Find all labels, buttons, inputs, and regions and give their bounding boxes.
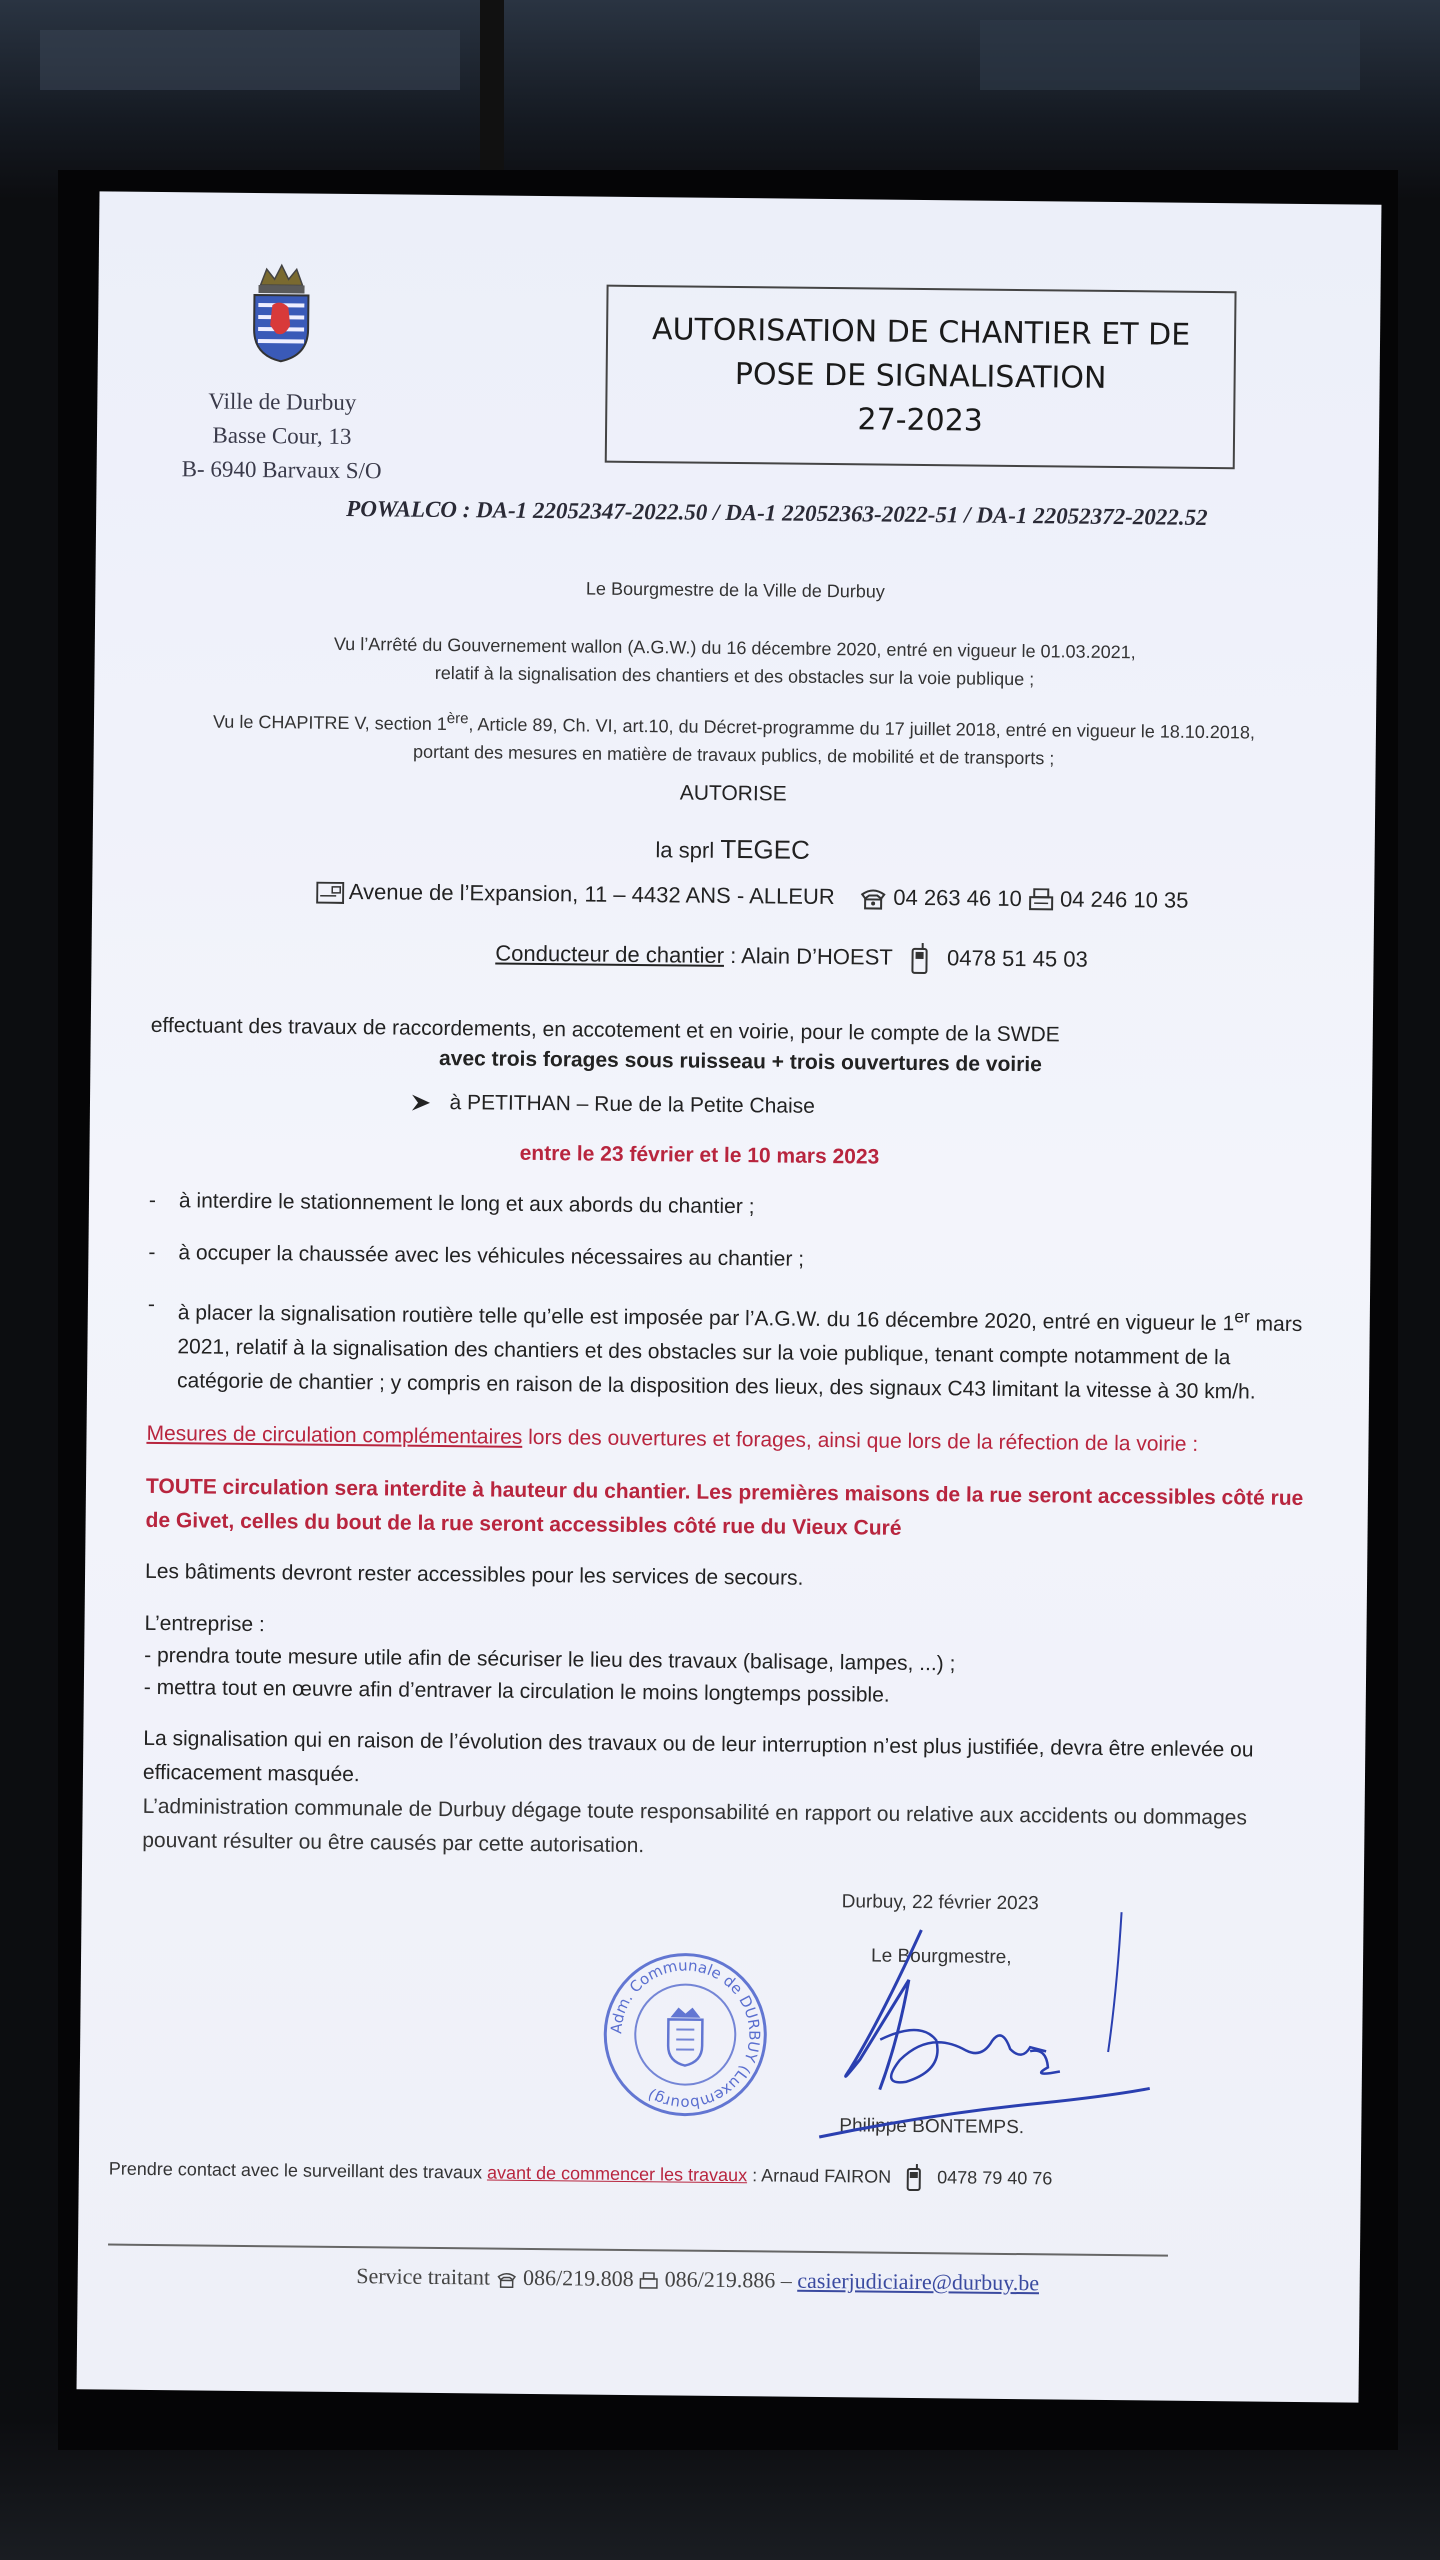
liability-disclaimer: L’administration communale de Durbuy dégage toute responsabilité en rapport ou relative aux accidents ou dommages pouvant résulter ou être causés par cette autorisation.	[142, 1794, 1248, 1858]
fax-icon	[1028, 888, 1054, 912]
title-number: 27-2023	[857, 402, 984, 439]
list-item-text	[177, 1288, 1308, 1410]
notice-document	[77, 191, 1382, 2402]
bourgmestre-line: Le Bourgmestre de la Ville de Durbuy	[585, 578, 885, 602]
company-obligations	[144, 1608, 1315, 1716]
service-fax: 086/219.886 –	[664, 2266, 792, 2293]
measures-label: Mesures de circulation complémentaires	[146, 1421, 523, 1449]
company-fax: 04 246 10 35	[1059, 886, 1189, 913]
telephone-icon	[859, 887, 887, 911]
list-text-part: à placer la signalisation routière telle qu’elle est imposée par l’A.G.W. du 16 décembre 2020, entré en vigueur le 1	[177, 1301, 1235, 1336]
legal-line: portant des mesures en matière de travaux publics, de mobilité et de transports ;	[412, 741, 1055, 769]
footer-divider	[108, 2244, 1168, 2257]
traffic-restriction: TOUTE circulation sera interdite à hauteur du chantier. Les premières maisons de la rue seront accessibles côté rue de Givet, celles du bout de la rue seront accessibles côté rue du Vieux Curé	[145, 1474, 1304, 1540]
arrow-bullet-icon	[410, 1093, 432, 1113]
works-location	[410, 1091, 1210, 1123]
list-item-text: à interdire le stationnement le long et aux abords du chantier ;	[178, 1189, 755, 1219]
company-name: TEGEC	[720, 833, 811, 865]
signage-removal: La signalisation qui en raison de l’évolution des travaux ou de leur interruption n’est plus justifiée, devra être enlevée ou efficacement masquée.	[142, 1726, 1254, 1787]
powalco-reference: POWALCO : DA-1 22052347-2022.50 / DA-1 22052363-2022-51 / DA-1 22052372-2022.52	[346, 495, 1208, 530]
signatory-role: Le Bourgmestre,	[870, 1945, 1012, 1968]
legal-superscript: ère	[446, 710, 469, 728]
works-detail: avec trois forages sous ruisseau + trois ouvertures de voirie	[438, 1046, 1042, 1077]
legal-line: relatif à la signalisation des chantiers et des obstacles sur la voie publique ;	[434, 662, 1035, 690]
background-window	[40, 30, 460, 90]
mobile-phone-icon	[906, 2164, 922, 2192]
service-label: Service traitant	[356, 2263, 491, 2290]
works-dates: entre le 23 février et le 10 mars 2023	[519, 1141, 880, 1169]
company-phone: 04 263 46 10	[893, 884, 1022, 912]
emergency-access: Les bâtiments devront rester accessibles pour les services de secours.	[144, 1559, 804, 1590]
conductor-name: : Alain D’HOEST	[730, 942, 893, 970]
list-superscript: er	[1234, 1306, 1250, 1327]
company-contact-line	[232, 873, 1272, 920]
durbuy-crest-icon	[250, 263, 313, 364]
contact-mobile: 0478 79 40 76	[937, 2167, 1053, 2189]
address-card-icon	[316, 882, 344, 904]
site-conductor-line	[391, 934, 1191, 978]
conductor-label: Conducteur de chantier	[495, 940, 725, 968]
legal-line: Vu l’Arrêté du Gouvernement wallon (A.G.W.) du 16 décembre 2020, entré en vigueur le 01.03.2021,	[333, 633, 1136, 663]
signature-date: Durbuy, 22 février 2023	[841, 1891, 1039, 1915]
city-address-line: B- 6940 Barvaux S/O	[181, 456, 382, 484]
title-line: AUTORISATION DE CHANTIER ET DE	[651, 312, 1191, 353]
telephone-icon	[495, 2271, 517, 2289]
contact-highlight: avant de commencer les travaux	[486, 2162, 748, 2186]
city-name: Ville de Durbuy	[208, 388, 357, 416]
background-window	[980, 20, 1360, 90]
stamp-text: Adm. Communale de DURBUY (Luxembourg)	[607, 1956, 764, 2113]
legal-reference-1	[214, 629, 1255, 696]
conductor-mobile: 0478 51 45 03	[946, 945, 1088, 972]
list-dash: -	[148, 1188, 157, 1212]
list-item	[149, 1184, 1309, 1230]
obligations-label: L’entreprise :	[144, 1611, 265, 1637]
list-dash: -	[148, 1240, 156, 1264]
works-description: effectuant des travaux de raccordements, en accotement et en voirie, pour le compte de la SWDE	[150, 1013, 1060, 1047]
legal-text: , Article 89, Ch. VI, art.10, du Décret-programme du 17 juillet 2018, entré en vigueur le 18.10.2018,	[468, 714, 1256, 743]
title-line: POSE DE SIGNALISATION	[734, 357, 1107, 396]
list-item	[147, 1288, 1308, 1410]
obligation-item: - prendra toute mesure utile afin de sécuriser le lieu des travaux (balisage, lampes, ...) ;	[144, 1643, 956, 1676]
company-prefix: la sprl	[655, 837, 715, 863]
handwritten-signature	[729, 1898, 1182, 2163]
company-address: Avenue de l’Expansion, 11 – 4432 ANS - ALLEUR	[348, 878, 835, 910]
legal-text: Vu le CHAPITRE V, section 1	[212, 711, 447, 735]
list-item	[148, 1236, 1308, 1282]
list-text-part: mars 2021, relatif à la signalisation des chantiers et des obstacles sur la voie publique, tenant compte notamment de la catégorie de chantier ; y compris en raison de la disposition des lieux, des signaux C43 limitant la vitesse à 30 km/h.	[176, 1312, 1303, 1404]
service-email-link[interactable]: casierjudiciaire@durbuy.be	[797, 2267, 1040, 2296]
measures-text: lors des ouvertures et forages, ainsi que lors de la réfection de la voirie :	[522, 1425, 1199, 1456]
mobile-phone-icon	[911, 943, 929, 975]
autorise-heading: AUTORISE	[679, 781, 787, 806]
contact-name: : Arnaud FAIRON	[747, 2165, 892, 2187]
fax-icon	[639, 2272, 659, 2290]
signatory-name: Philippe BONTEMPS.	[839, 2115, 1025, 2139]
city-address-line: Basse Cour, 13	[212, 422, 352, 449]
contact-prefix: Prendre contact avec le surveillant des travaux	[108, 2158, 488, 2183]
list-item-text: à occuper la chaussée avec les véhicules nécessaires au chantier ;	[178, 1241, 805, 1271]
company-name-line	[213, 829, 1253, 871]
service-phone: 086/219.808	[522, 2264, 634, 2292]
legal-reference-2	[154, 702, 1315, 775]
list-dash: -	[147, 1292, 156, 1316]
complementary-measures	[146, 1418, 1316, 1462]
service-footer	[198, 2258, 1198, 2300]
document-title-box	[605, 285, 1237, 470]
city-address-block	[156, 384, 407, 489]
obligation-item: - mettra tout en œuvre afin d’entraver la circulation le moins longtemps possible.	[143, 1675, 890, 1707]
location-text: à PETITHAN – Rue de la Petite Chaise	[449, 1091, 815, 1118]
